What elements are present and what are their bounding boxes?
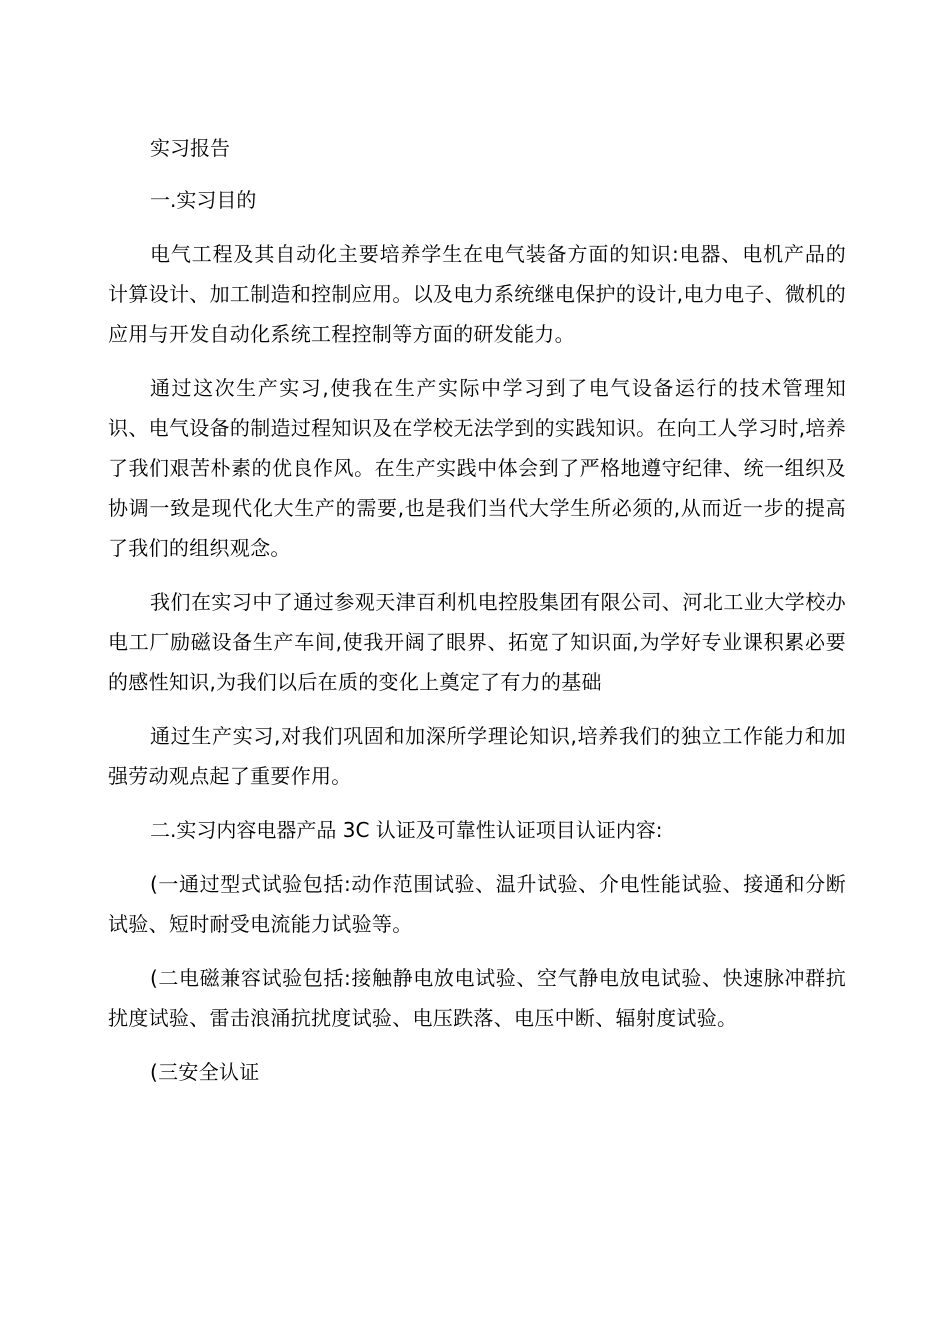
paragraph-effect: 通过生产实习,对我们巩固和加深所学理论知识,培养我们的独立工作能力和加强劳动观点起了重要作用。	[108, 724, 846, 788]
section-heading-content: 二.实习内容电器产品 3C 认证及可靠性认证项目认证内容:	[150, 818, 663, 842]
paragraph-practice-gain: 通过这次生产实习,使我在生产实际中学习到了电气设备运行的技术管理知识、电气设备的制造过程知识及在学校无法学到的实践知识。在向工人学习时,培养了我们艰苦朴素的优良作风。在生产实践中体会到了严格地遵守纪律、统一组织及协调一致是现代化大生产的需要,也是我们当代大学生所必须的,从而近一步的提高了我们的组织观念。	[108, 376, 846, 560]
paragraph-visit: 我们在实习中了通过参观天津百利机电控股集团有限公司、河北工业大学校办电工厂励磁设备生产车间,使我开阔了眼界、拓宽了知识面,为学好专业课积累必要的感性知识,为我们以后在质的变化上奠定了有力的基础	[108, 590, 846, 694]
list-item-type-test: (一通过型式试验包括:动作范围试验、温升试验、介电性能试验、接通和分断试验、短时耐受电流能力试验等。	[108, 872, 846, 936]
paragraph-major-intro: 电气工程及其自动化主要培养学生在电气装备方面的知识:电器、电机产品的计算设计、加工制造和控制应用。以及电力系统继电保护的设计,电力电子、微机的应用与开发自动化系统工程控制等方面的研发能力。	[108, 242, 846, 346]
list-item-emc-test: (二电磁兼容试验包括:接触静电放电试验、空气静电放电试验、快速脉冲群抗扰度试验、雷击浪涌抗扰度试验、电压跌落、电压中断、辐射度试验。	[108, 966, 846, 1030]
list-item-safety: (三安全认证	[150, 1060, 260, 1084]
section-heading-purpose: 一.实习目的	[150, 188, 257, 212]
document-page	[108, 128, 846, 1092]
document-title: 实习报告	[150, 136, 230, 160]
